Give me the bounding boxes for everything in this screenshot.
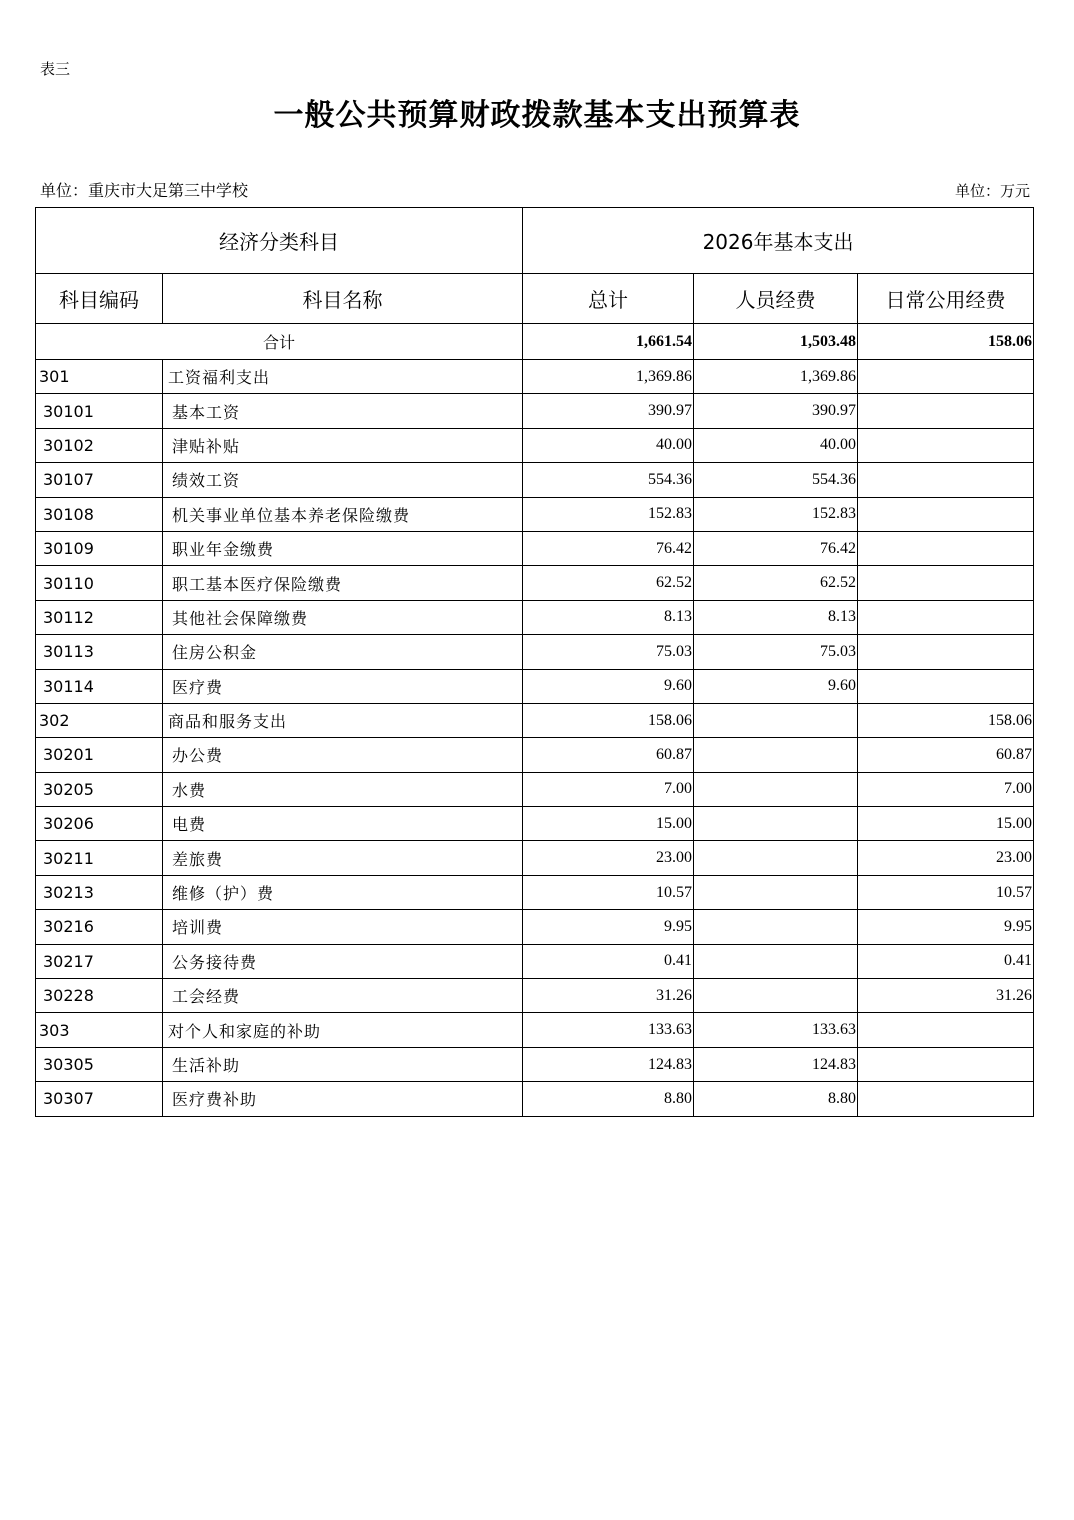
table-row	[36, 772, 1034, 806]
table-row	[36, 566, 1034, 600]
total-public-value: 158.06	[858, 324, 1034, 360]
table-row	[36, 600, 1034, 634]
account-name-cell: 基本工资	[163, 394, 523, 428]
column-header-code: 科目编码	[36, 274, 163, 324]
account-name-cell: 生活补助	[163, 1047, 523, 1081]
column-header-row	[36, 274, 1034, 324]
account-name-cell: 办公费	[163, 738, 523, 772]
account-name-cell: 绩效工资	[163, 463, 523, 497]
group-header-row	[36, 208, 1034, 274]
account-name-cell: 商品和服务支出	[163, 703, 523, 737]
table-row	[36, 531, 1034, 565]
total-cell: 554.36	[523, 463, 694, 497]
public-cell	[858, 428, 1034, 462]
total-cell: 8.80	[523, 1082, 694, 1116]
table-row	[36, 669, 1034, 703]
column-header-personnel: 人员经费	[694, 274, 858, 324]
table-row	[36, 394, 1034, 428]
personnel-cell	[694, 944, 858, 978]
account-code-cell: 303	[36, 1013, 163, 1047]
public-cell	[858, 600, 1034, 634]
total-cell: 10.57	[523, 875, 694, 909]
total-sum-value: 1,661.54	[523, 324, 694, 360]
personnel-cell: 76.42	[694, 531, 858, 565]
account-code-cell: 30108	[36, 497, 163, 531]
account-code-cell: 30217	[36, 944, 163, 978]
column-header-public: 日常公用经费	[858, 274, 1034, 324]
account-code-cell: 30206	[36, 807, 163, 841]
total-cell: 1,369.86	[523, 360, 694, 394]
account-name-cell: 对个人和家庭的补助	[163, 1013, 523, 1047]
total-personnel-value: 1,503.48	[694, 324, 858, 360]
table-row	[36, 944, 1034, 978]
table-number-label: 表三	[40, 60, 71, 78]
total-cell: 390.97	[523, 394, 694, 428]
account-name-cell: 工资福利支出	[163, 360, 523, 394]
public-cell	[858, 1013, 1034, 1047]
account-code-cell: 302	[36, 703, 163, 737]
personnel-cell: 390.97	[694, 394, 858, 428]
public-cell	[858, 531, 1034, 565]
table-row	[36, 1013, 1034, 1047]
account-code-cell: 30201	[36, 738, 163, 772]
personnel-cell	[694, 910, 858, 944]
personnel-cell: 124.83	[694, 1047, 858, 1081]
table-row	[36, 979, 1034, 1013]
table-row	[36, 428, 1034, 462]
account-name-cell: 水费	[163, 772, 523, 806]
total-cell: 7.00	[523, 772, 694, 806]
table-row	[36, 635, 1034, 669]
table-row	[36, 738, 1034, 772]
public-cell: 60.87	[858, 738, 1034, 772]
personnel-cell	[694, 807, 858, 841]
public-cell	[858, 463, 1034, 497]
public-cell	[858, 669, 1034, 703]
total-cell: 75.03	[523, 635, 694, 669]
account-name-cell: 津贴补贴	[163, 428, 523, 462]
account-name-cell: 职业年金缴费	[163, 531, 523, 565]
public-cell: 31.26	[858, 979, 1034, 1013]
budget-table	[35, 207, 1034, 1117]
account-name-cell: 公务接待费	[163, 944, 523, 978]
total-cell: 8.13	[523, 600, 694, 634]
account-code-cell: 30114	[36, 669, 163, 703]
account-code-cell: 301	[36, 360, 163, 394]
column-header-total: 总计	[523, 274, 694, 324]
account-code-cell: 30205	[36, 772, 163, 806]
table-row	[36, 360, 1034, 394]
account-code-cell: 30110	[36, 566, 163, 600]
table-row	[36, 910, 1034, 944]
personnel-cell: 8.13	[694, 600, 858, 634]
personnel-cell: 133.63	[694, 1013, 858, 1047]
total-cell: 158.06	[523, 703, 694, 737]
table-row	[36, 497, 1034, 531]
personnel-cell	[694, 841, 858, 875]
public-cell: 15.00	[858, 807, 1034, 841]
total-cell: 60.87	[523, 738, 694, 772]
personnel-cell: 1,369.86	[694, 360, 858, 394]
personnel-cell: 62.52	[694, 566, 858, 600]
total-cell: 9.95	[523, 910, 694, 944]
account-name-cell: 电费	[163, 807, 523, 841]
account-code-cell: 30305	[36, 1047, 163, 1081]
public-cell: 9.95	[858, 910, 1034, 944]
personnel-cell	[694, 979, 858, 1013]
table-row	[36, 463, 1034, 497]
total-cell: 62.52	[523, 566, 694, 600]
page-title: 一般公共预算财政拨款基本支出预算表	[273, 98, 801, 133]
group-header-basic-expenditure: 2026年基本支出	[523, 208, 1034, 274]
account-name-cell: 住房公积金	[163, 635, 523, 669]
personnel-cell: 554.36	[694, 463, 858, 497]
public-cell	[858, 566, 1034, 600]
total-cell: 0.41	[523, 944, 694, 978]
personnel-cell: 152.83	[694, 497, 858, 531]
account-code-cell: 30213	[36, 875, 163, 909]
account-name-cell: 维修（护）费	[163, 875, 523, 909]
personnel-cell: 8.80	[694, 1082, 858, 1116]
account-name-cell: 职工基本医疗保险缴费	[163, 566, 523, 600]
group-header-economic-classification: 经济分类科目	[36, 208, 523, 274]
table-row	[36, 1082, 1034, 1116]
account-code-cell: 30102	[36, 428, 163, 462]
total-cell: 124.83	[523, 1047, 694, 1081]
personnel-cell: 40.00	[694, 428, 858, 462]
account-name-cell: 医疗费补助	[163, 1082, 523, 1116]
currency-unit-label: 单位：万元	[954, 182, 1030, 200]
personnel-cell	[694, 703, 858, 737]
public-cell	[858, 635, 1034, 669]
organization-unit-label: 单位：重庆市大足第三中学校	[40, 181, 249, 200]
account-name-cell: 工会经费	[163, 979, 523, 1013]
account-name-cell: 培训费	[163, 910, 523, 944]
account-name-cell: 机关事业单位基本养老保险缴费	[163, 497, 523, 531]
personnel-cell	[694, 875, 858, 909]
public-cell: 7.00	[858, 772, 1034, 806]
public-cell	[858, 360, 1034, 394]
account-code-cell: 30112	[36, 600, 163, 634]
total-cell: 15.00	[523, 807, 694, 841]
table-row	[36, 841, 1034, 875]
total-cell: 31.26	[523, 979, 694, 1013]
account-code-cell: 30107	[36, 463, 163, 497]
total-cell: 76.42	[523, 531, 694, 565]
column-header-name: 科目名称	[163, 274, 523, 324]
personnel-cell: 9.60	[694, 669, 858, 703]
account-code-cell: 30109	[36, 531, 163, 565]
public-cell	[858, 394, 1034, 428]
total-cell: 152.83	[523, 497, 694, 531]
account-name-cell: 其他社会保障缴费	[163, 600, 523, 634]
public-cell: 10.57	[858, 875, 1034, 909]
public-cell	[858, 1047, 1034, 1081]
total-row	[36, 324, 1034, 360]
account-code-cell: 30216	[36, 910, 163, 944]
public-cell: 23.00	[858, 841, 1034, 875]
total-cell: 133.63	[523, 1013, 694, 1047]
public-cell: 0.41	[858, 944, 1034, 978]
table-row	[36, 703, 1034, 737]
total-cell: 23.00	[523, 841, 694, 875]
table-row	[36, 875, 1034, 909]
table-row	[36, 807, 1034, 841]
public-cell	[858, 1082, 1034, 1116]
personnel-cell	[694, 738, 858, 772]
public-cell	[858, 497, 1034, 531]
total-cell: 40.00	[523, 428, 694, 462]
account-code-cell: 30101	[36, 394, 163, 428]
account-name-cell: 差旅费	[163, 841, 523, 875]
total-cell: 9.60	[523, 669, 694, 703]
account-code-cell: 30307	[36, 1082, 163, 1116]
account-name-cell: 医疗费	[163, 669, 523, 703]
account-code-cell: 30211	[36, 841, 163, 875]
personnel-cell	[694, 772, 858, 806]
public-cell: 158.06	[858, 703, 1034, 737]
table-row	[36, 1047, 1034, 1081]
personnel-cell: 75.03	[694, 635, 858, 669]
account-code-cell: 30228	[36, 979, 163, 1013]
account-code-cell: 30113	[36, 635, 163, 669]
total-label: 合计	[36, 324, 523, 360]
